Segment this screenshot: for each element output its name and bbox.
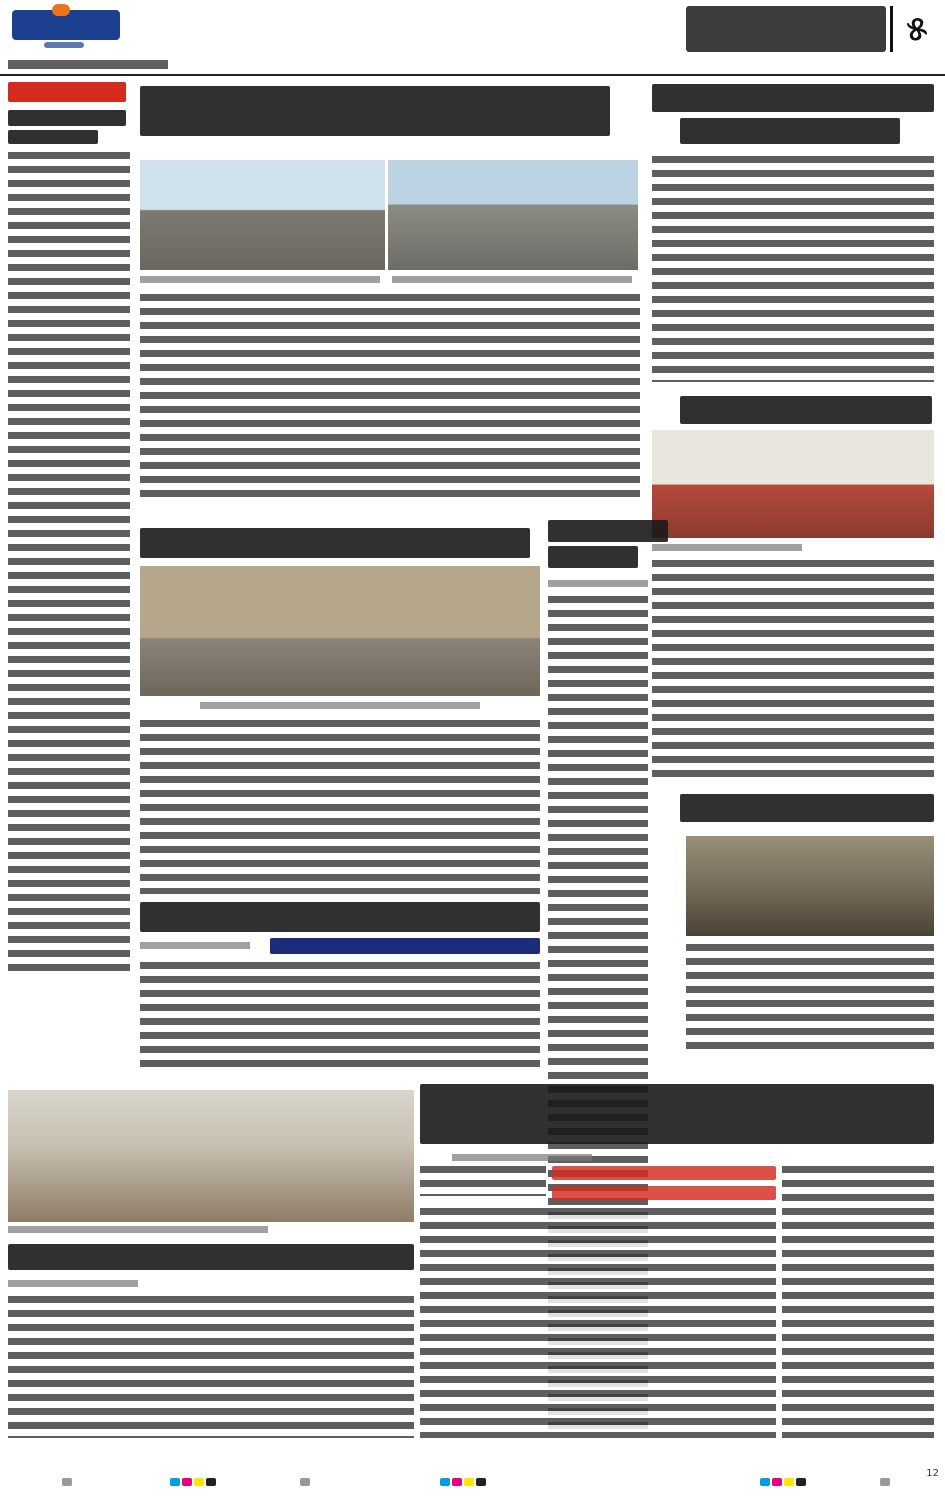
dateline	[8, 60, 168, 69]
school-closure-photo	[140, 566, 540, 696]
sakhi-caption	[652, 544, 802, 551]
swachh-sathi-headline	[652, 84, 934, 112]
page-number: ୫	[906, 9, 928, 49]
cycle-rally-photo-1	[140, 160, 385, 270]
section-title	[686, 6, 886, 52]
sakhi-text	[652, 560, 934, 784]
runners-up-headline	[140, 902, 540, 932]
straw-fire-text	[686, 944, 934, 1054]
jawan-maoist-headline-2	[548, 546, 638, 568]
cycle-rally-text	[140, 294, 640, 504]
competition-photo	[8, 1090, 414, 1222]
sand-stone-dateline	[452, 1154, 592, 1161]
competition-caption	[8, 1226, 268, 1233]
print-registration-strip	[0, 1466, 945, 1498]
competition-dateline	[8, 1280, 138, 1287]
sakhi-photo	[652, 430, 934, 538]
sand-stone-headline	[420, 1084, 934, 1144]
brief-headline	[8, 110, 126, 126]
masthead-rule	[0, 74, 945, 76]
school-closure-caption	[200, 702, 480, 709]
cycle-rally-headline	[140, 86, 610, 136]
masthead-logo	[8, 6, 128, 56]
brief-headline-2	[8, 130, 98, 144]
school-closure-headline	[140, 528, 530, 558]
sakhi-headline	[680, 396, 932, 424]
cycle-rally-photo-2	[388, 160, 638, 270]
section-divider	[890, 6, 893, 52]
straw-fire-photo	[686, 836, 934, 936]
competition-text	[8, 1296, 414, 1438]
straw-fire-headline	[680, 794, 934, 822]
sand-stone-text-3	[420, 1208, 776, 1438]
sand-stone-highlight-1	[552, 1166, 776, 1180]
swachh-sathi-headline-2	[680, 118, 900, 144]
brief-column-text	[8, 152, 130, 972]
cycle-rally-caption-1	[140, 276, 380, 283]
sand-stone-text	[420, 1166, 546, 1196]
sand-stone-highlight-2	[552, 1186, 776, 1200]
runners-up-text	[140, 962, 540, 1072]
runners-up-dateline	[140, 942, 250, 949]
competition-headline	[8, 1244, 414, 1270]
cycle-rally-caption-2	[392, 276, 632, 283]
brief-tag	[8, 82, 126, 102]
sand-stone-text-2	[782, 1166, 934, 1438]
runners-up-tag	[270, 938, 540, 954]
jawan-maoist-dateline	[548, 580, 648, 587]
jawan-maoist-headline	[548, 520, 668, 542]
footer-page-index: 12	[926, 1468, 939, 1479]
school-closure-text	[140, 720, 540, 894]
swachh-sathi-text	[652, 156, 934, 382]
